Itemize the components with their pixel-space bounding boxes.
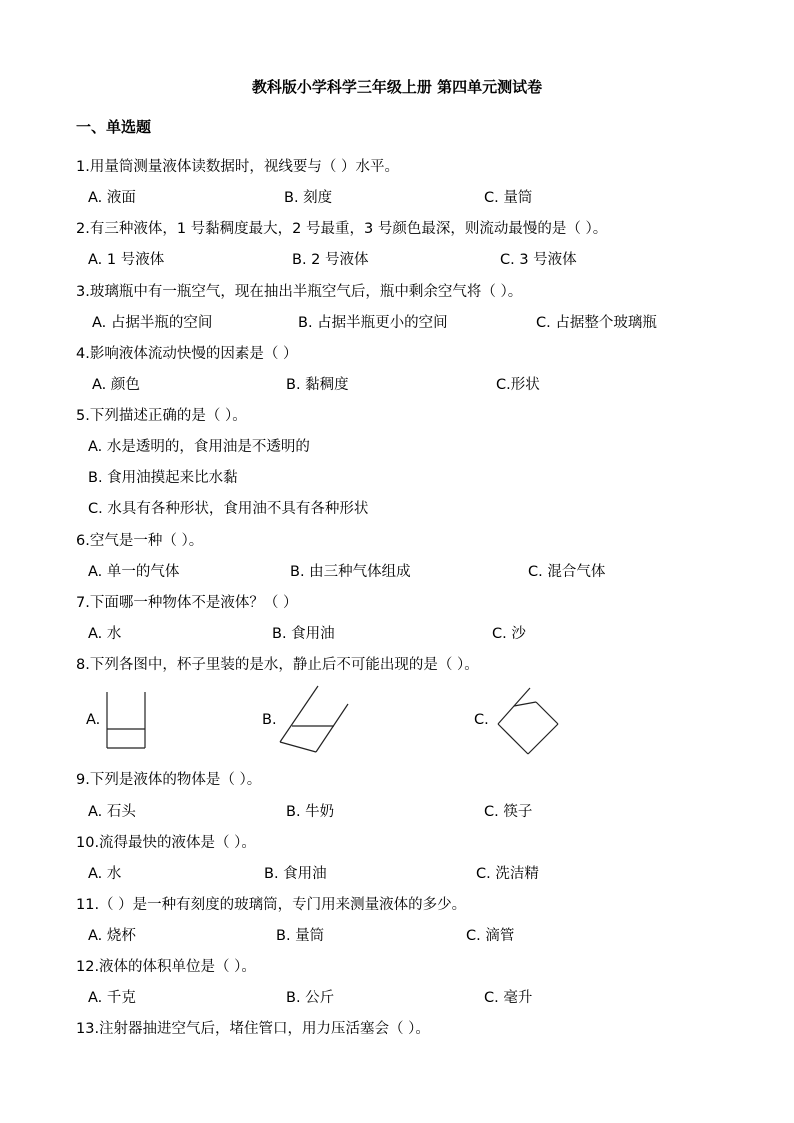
question-1: 1.用量筒测量液体读数据时，视线要与（ ）水平。 [76, 159, 399, 175]
q2-option-a[interactable]: A. 1 号液体 [88, 252, 165, 268]
q7-option-c[interactable]: C. 沙 [492, 626, 526, 642]
question-13: 13.注射器抽进空气后，堵住管口，用力压活塞会（ ）。 [76, 1021, 430, 1037]
q2-option-c[interactable]: C. 3 号液体 [500, 252, 577, 268]
question-10: 10.流得最快的液体是（ ）。 [76, 835, 256, 851]
question-7: 7.下面哪一种物体不是液体？（ ） [76, 595, 298, 611]
q3-option-b[interactable]: B. 占据半瓶更小的空间 [298, 315, 448, 331]
q1-option-b[interactable]: B. 刻度 [284, 190, 333, 206]
q8-option-b[interactable]: B. [262, 712, 277, 728]
question-8: 8.下列各图中，杯子里装的是水，静止后不可能出现的是（ ）。 [76, 657, 479, 673]
q10-option-b[interactable]: B. 食用油 [264, 866, 327, 882]
q7-option-a[interactable]: A. 水 [88, 626, 122, 642]
q9-option-a[interactable]: A. 石头 [88, 804, 136, 820]
question-2: 2.有三种液体，1 号黏稠度最大，2 号最重，3 号颜色最深，则流动最慢的是（ ）。 [76, 221, 608, 237]
q6-option-c[interactable]: C. 混合气体 [528, 564, 606, 580]
question-5: 5.下列描述正确的是（ ）。 [76, 408, 247, 424]
upright-cup-icon[interactable] [104, 690, 148, 752]
q4-option-a[interactable]: A. 颜色 [92, 377, 140, 393]
q5-option-c[interactable]: C. 水具有各种形状，食用油不具有各种形状 [88, 501, 369, 517]
question-9: 9.下列是液体的物体是（ ）。 [76, 772, 262, 788]
q12-option-c[interactable]: C. 毫升 [484, 990, 533, 1006]
q2-option-b[interactable]: B. 2 号液体 [292, 252, 369, 268]
q11-option-c[interactable]: C. 滴管 [466, 928, 515, 944]
q6-option-b[interactable]: B. 由三种气体组成 [290, 564, 411, 580]
q1-option-a[interactable]: A. 液面 [88, 190, 136, 206]
q5-option-b[interactable]: B. 食用油摸起来比水黏 [88, 470, 238, 486]
rotated-cup-icon[interactable] [490, 684, 568, 758]
page-title: 教科版小学科学三年级上册 第四单元测试卷 [251, 78, 543, 96]
q1-option-c[interactable]: C. 量筒 [484, 190, 533, 206]
q4-option-b[interactable]: B. 黏稠度 [286, 377, 349, 393]
q5-option-a[interactable]: A. 水是透明的，食用油是不透明的 [88, 439, 310, 455]
q9-option-c[interactable]: C. 筷子 [484, 804, 533, 820]
q7-option-b[interactable]: B. 食用油 [272, 626, 335, 642]
q12-option-b[interactable]: B. 公斤 [286, 990, 335, 1006]
question-11: 11.（ ）是一种有刻度的玻璃筒，专门用来测量液体的多少。 [76, 897, 467, 913]
question-12: 12.液体的体积单位是（ ）。 [76, 959, 256, 975]
question-4: 4.影响液体流动快慢的因素是（ ） [76, 346, 298, 362]
q3-option-c[interactable]: C. 占据整个玻璃瓶 [536, 315, 657, 331]
q10-option-c[interactable]: C. 洗洁精 [476, 866, 539, 882]
q6-option-a[interactable]: A. 单一的气体 [88, 564, 180, 580]
q3-option-a[interactable]: A. 占据半瓶的空间 [92, 315, 213, 331]
q11-option-a[interactable]: A. 烧杯 [88, 928, 136, 944]
q8-option-c[interactable]: C. [474, 712, 489, 728]
question-6: 6.空气是一种（ ）。 [76, 533, 204, 549]
q4-option-c[interactable]: C.形状 [496, 377, 540, 393]
q10-option-a[interactable]: A. 水 [88, 866, 122, 882]
question-3: 3.玻璃瓶中有一瓶空气，现在抽出半瓶空气后，瓶中剩余空气将（ ）。 [76, 284, 523, 300]
q11-option-b[interactable]: B. 量筒 [276, 928, 325, 944]
tilted-cup-icon[interactable] [276, 684, 360, 756]
q8-option-a[interactable]: A. [86, 712, 101, 728]
section-heading: 一、单选题 [76, 118, 152, 136]
q9-option-b[interactable]: B. 牛奶 [286, 804, 335, 820]
q12-option-a[interactable]: A. 千克 [88, 990, 136, 1006]
